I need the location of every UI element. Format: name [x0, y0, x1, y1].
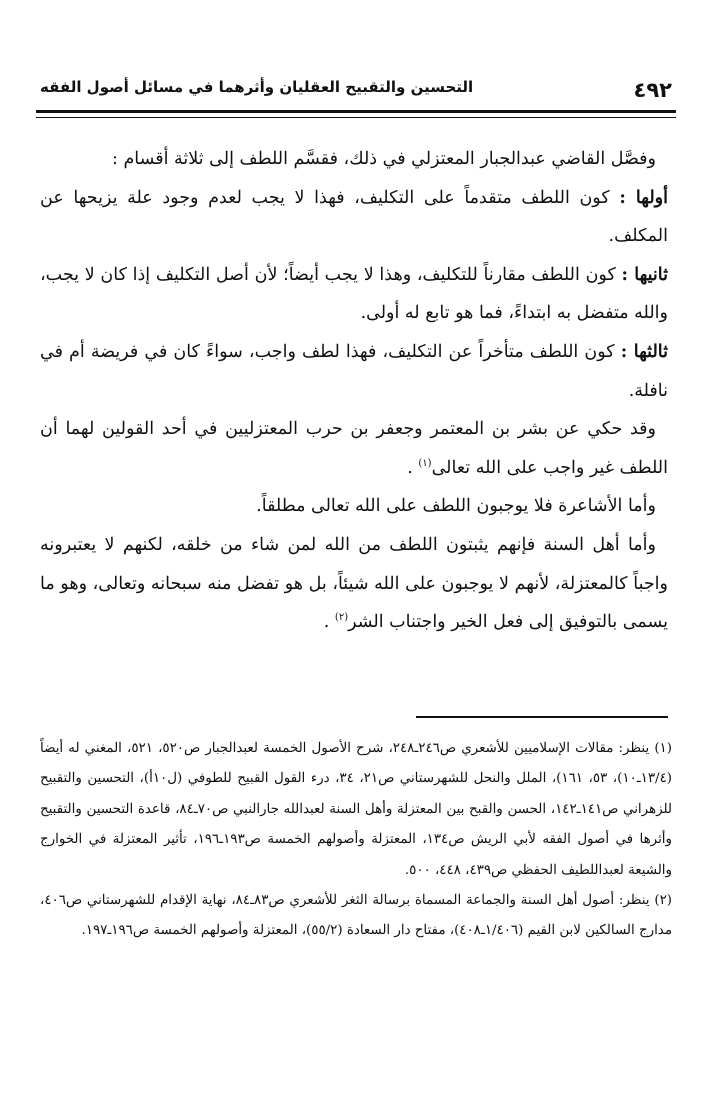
- paragraph-first-type: [40, 179, 668, 256]
- paragraph-intro: وفصَّل القاضي عبدالجبار المعتزلي في ذلك، فقسَّم اللطف إلى ثلاثة أقسام :: [112, 149, 656, 169]
- footnote-ref-1[interactable]: (١): [418, 457, 432, 469]
- paragraph-third-type: [40, 333, 668, 410]
- paragraph-bishr-jafar: [40, 410, 668, 487]
- third-type-text: كون اللطف متأخراً عن التكليف، فهذا لطف واجب، سواءً كان في فريضة أم في نافلة.: [40, 341, 668, 401]
- page-number: ٤٩٢: [633, 78, 672, 102]
- first-type-label: أولها :: [619, 187, 668, 208]
- bishr-jafar-end: .: [407, 457, 419, 478]
- third-type-label: ثالثها :: [620, 341, 668, 362]
- footnote-1: (١) ينظر: مقالات الإسلاميين للأشعري ص٢٤٦ـ٢٤٨، شرح الأصول الخمسة لعبدالجبار ص٥٢٠، ٥٢١، المغني له أيضاً (١٣/٤ـ١٠)، ٥٣، ١٦١)، الملل والنحل للشهرستاني ص٢١، ٣٤، درء القول القبيح للطوفي (ل١٠أ)، التحسين والتقبيح للزهراني ص١٤١ـ١٤٢، الحسن والقبح بين المعتزلة وأهل السنة لعبدالله جارالنبي ص٧٠ـ٨٤، قاعدة التحسين والتقبيح وأثرها في أصول الفقه لأبي الريش ص١٣٤، المعتزلة وأصولهم الخمسة ص١٩٣ـ١٩٦، تأثير المعتزلة في الخوارج والشيعة لعبداللطيف الحفظي ص٤٣٩، ٤٤٨، ٥٠٠.: [40, 741, 672, 878]
- footnotes: [40, 734, 672, 947]
- second-type-label: ثانيها :: [621, 264, 668, 285]
- header-rule-thick: [36, 110, 676, 113]
- footnote-divider: [416, 716, 668, 718]
- second-type-text: كون اللطف مقارناً للتكليف، وهذا لا يجب أيضاً؛ لأن أصل التكليف إذا كان لا يجب، والله متفضل به ابتداءً، فما هو تابع له أولى.: [40, 264, 668, 324]
- header-rule-thin: [36, 117, 676, 118]
- ahl-sunna-text: وأما أهل السنة فإنهم يثبتون اللطف من الله لمن شاء من خلقه، لكنهم لا يعتبرونه واجباً كالمعتزلة، لأنهم لا يوجبون على الله شيئاً، بل هو تفضل منه سبحانه وتعالى، وهو ما يسمى بالتوفيق إلى فعل الخير واجتناب الشر: [40, 534, 668, 633]
- footnote-2: (٢) ينظر: أصول أهل السنة والجماعة المسماة برسالة الثغر للأشعري ص٨٣ـ٨٤، نهاية الإقدام للشهرستاني ص٤٠٦، مدارج السالكين لابن القيم (١/٤٠٦ـ٤٠٨)، مفتاح دار السعادة (٥٥/٢)، المعتزلة وأصولهم الخمسة ص١٩٦ـ١٩٧.: [40, 893, 673, 939]
- bishr-jafar-text: وقد حكي عن بشر بن المعتمر وجعفر بن حرب المعتزليين في أحد القولين لهما أن اللطف غير واجب على الله تعالى: [40, 419, 668, 478]
- running-title: التحسين والتقبيح العقليان وأثرهما في مسائل أصول الفقه: [40, 78, 474, 96]
- first-type-text: كون اللطف متقدماً على التكليف، فهذا لا يجب لعدم وجود علة يزيحها عن المكلف.: [40, 187, 668, 247]
- paragraph-ashaira: وأما الأشاعرة فلا يوجبون اللطف على الله تعالى مطلقاً.: [256, 496, 656, 517]
- paragraph-ahl-sunna: [40, 526, 668, 642]
- ahl-sunna-end: .: [323, 612, 335, 633]
- footnote-ref-2[interactable]: (٢): [334, 612, 349, 624]
- page-header: [36, 66, 676, 106]
- main-text: [40, 140, 668, 642]
- paragraph-second-type: [40, 256, 668, 333]
